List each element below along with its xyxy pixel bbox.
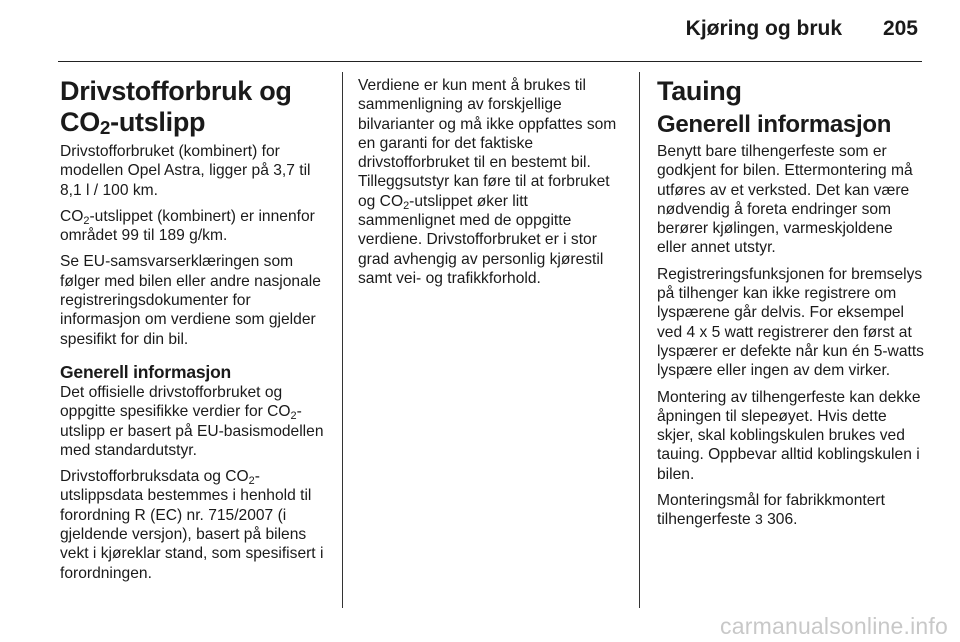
paragraph-eu-declaration: Se EU-samsvarserklæringen som følger med bilen eller andre nasjonale registreringsdokumenter for informasjon om verdiene som gjelder spesifikt for din bil. — [60, 253, 321, 348]
column-divider-2 — [639, 72, 640, 608]
paragraph-values-comparison: Verdiene er kun ment å brukes til sammenligning av forskjellige bilvarianter og må ikke oppfattes som en garanti for det faktiske drivstofforbruket til en bestemt bil. Tilleggsutstyr kan føre til at forbruket og $CO_2$-utslippet øker litt sammenlignet med de oppgitte verdiene. Drivstofforbruket er i stor grad avhengig av personlig kjørestil samt vei- og trafikkforhold. — [358, 77, 617, 287]
paragraph-consumption-range: Drivstofforbruket (kombinert) for modellen Opel Astra, ligger på 3,7 til 8,1 l / 100 km. — [60, 143, 311, 199]
section-heading-towing: Tauing — [657, 76, 742, 106]
column-middle — [358, 76, 626, 295]
subheading-general-info: Generell informasjon — [60, 361, 232, 382]
paragraph-co2-range: $CO_2$-utslippet (kombinert) er innenfor området 99 til 189 g/km. — [60, 207, 315, 245]
page-header — [0, 0, 960, 62]
section-heading-fuel-consumption: Drivstofforbruk og $CO_2$-utslipp — [60, 76, 292, 139]
header-divider — [58, 61, 922, 62]
page-reference-icon: 3 — [754, 511, 763, 528]
page-reference-link[interactable]: 306. — [767, 511, 798, 529]
subheading-general-info-towing: Generell informasjon — [657, 111, 892, 138]
watermark: carmanualsonline.info — [720, 613, 948, 639]
column-divider-1 — [342, 72, 343, 608]
paragraph-tow-eye-opening: Montering av tilhengerfeste kan dekke åpningen til slepeøyet. Hvis dette skjer, skal koblingskulen brukes ved tauing. Oppbevar alltid koblingskulen i bilen. — [657, 388, 921, 483]
page-header-title: Kjøring og bruk — [685, 17, 842, 40]
paragraph-official-consumption: Det offisielle drivstofforbruket og oppgitte spesifikke verdier for $CO_2$-utslipp er basert på EU-basismodellen med standardutstyr. — [60, 383, 324, 459]
paragraph-mounting-dimensions: Monteringsmål for fabrikkmontert tilhengerfeste 3 306. — [657, 492, 885, 529]
paragraph-tow-hitch: Benytt bare tilhengerfeste som er godkjent for bilen. Ettermontering må utføres av et verksted. Det kan være nødvendig å foreta endringer som berører kjølingen, varmeskjoldene eller annet utstyr. — [657, 143, 913, 257]
page-number: 205 — [882, 17, 918, 40]
paragraph-regulation: Drivstofforbruksdata og $CO_2$-utslippsdata bestemmes i henhold til forordning R (EC) nr. 715/2007 (i gjeldende versjon), basert på bilens vekt i kjøreklar stand, som spesifisert i forordningen. — [60, 468, 324, 582]
paragraph-brake-light-detection: Registreringsfunksjonen for bremselys på tilhenger kan ikke registrere om lyspærene går delvis. For eksempel ved 4 x 5 watt registrerer den først at lyspærer er defekte når kun én 5-watts lyspære eller ingen av dem virker. — [657, 265, 924, 380]
column-right — [657, 72, 925, 537]
column-left — [60, 72, 332, 590]
